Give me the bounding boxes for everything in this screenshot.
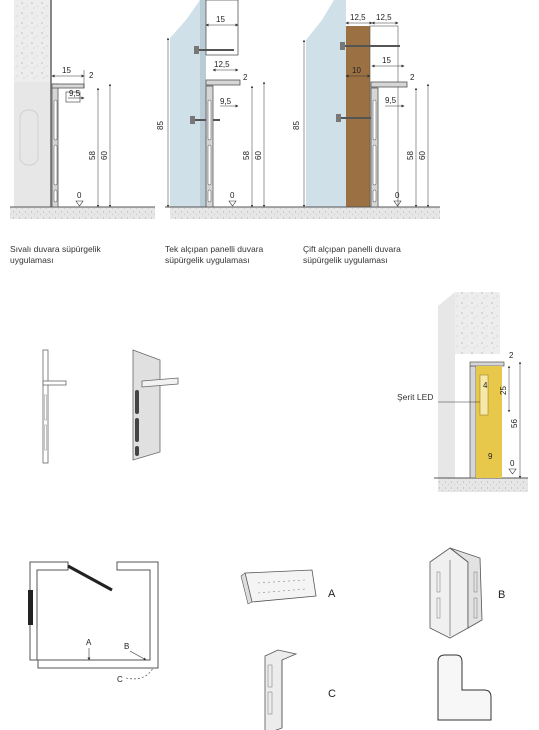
part-label-b: B bbox=[498, 589, 506, 601]
dim-12-5-b: 12,5 bbox=[376, 13, 392, 22]
dim-58: 58 bbox=[88, 151, 97, 160]
dim-9-5: 9,5 bbox=[220, 97, 232, 106]
dim-25: 25 bbox=[499, 386, 508, 395]
detail-plastered-wall bbox=[10, 0, 155, 219]
dim-85: 85 bbox=[292, 121, 301, 130]
dim-85: 85 bbox=[156, 121, 165, 130]
part-label-a: A bbox=[328, 588, 336, 600]
dim-zero: 0 bbox=[77, 191, 82, 200]
drywall-panel bbox=[306, 0, 346, 207]
part-b-corner bbox=[430, 548, 482, 638]
dim-2: 2 bbox=[410, 73, 415, 82]
dim-12-5-a: 12,5 bbox=[350, 13, 366, 22]
dim-9-5: 9,5 bbox=[69, 89, 81, 98]
plan-marker-b: B bbox=[124, 642, 130, 651]
detail-single-drywall bbox=[156, 0, 300, 219]
dim-zero: 0 bbox=[510, 459, 515, 468]
dim-58: 58 bbox=[242, 151, 251, 160]
dim-56: 56 bbox=[510, 419, 519, 428]
dim-9: 9 bbox=[488, 452, 493, 461]
room-plan bbox=[28, 562, 158, 684]
caption-plastered: Sıvalı duvara süpürgelik uygulaması bbox=[10, 244, 101, 265]
profile-3d-view bbox=[133, 350, 178, 460]
dim-58: 58 bbox=[406, 151, 415, 160]
plan-marker-a: A bbox=[86, 638, 92, 647]
dim-zero: 0 bbox=[395, 191, 400, 200]
floor bbox=[300, 207, 440, 219]
door-leaf bbox=[68, 566, 112, 590]
dim-2: 2 bbox=[243, 73, 248, 82]
dim-zero: 0 bbox=[230, 191, 235, 200]
dim-60: 60 bbox=[418, 151, 427, 160]
wood-panel bbox=[346, 26, 370, 207]
part-a-connector bbox=[241, 570, 316, 604]
dim-12-5: 12,5 bbox=[214, 60, 230, 69]
plaster-texture bbox=[14, 0, 50, 82]
dim-9-5: 9,5 bbox=[385, 96, 397, 105]
caption-single-drywall: Tek alçıpan panelli duvara süpürgelik uygulaması bbox=[165, 244, 264, 265]
dim-15: 15 bbox=[216, 15, 225, 24]
dim-60: 60 bbox=[254, 151, 263, 160]
dim-15: 15 bbox=[382, 56, 391, 65]
dim-10: 10 bbox=[352, 66, 361, 75]
led-strip-label: Şerit LED bbox=[397, 392, 434, 402]
plaster-wall bbox=[14, 82, 50, 207]
detail-double-drywall bbox=[292, 0, 440, 219]
dim-2: 2 bbox=[509, 351, 514, 360]
part-end-cap-flat bbox=[438, 655, 491, 720]
floor bbox=[170, 207, 300, 219]
part-c-end-cap bbox=[265, 650, 296, 730]
dim-60: 60 bbox=[100, 151, 109, 160]
drywall-panel bbox=[170, 0, 200, 207]
profile-section bbox=[43, 350, 66, 463]
floor bbox=[10, 207, 155, 219]
part-label-c: C bbox=[328, 688, 336, 700]
detail-led-skirting bbox=[434, 292, 528, 492]
skirting-segment bbox=[28, 590, 33, 625]
skirting-profile bbox=[52, 84, 84, 207]
caption-double-drywall: Çift alçıpan panelli duvara süpürgelik uygulaması bbox=[303, 244, 401, 265]
dim-2: 2 bbox=[89, 71, 94, 80]
dim-4: 4 bbox=[483, 381, 488, 390]
plan-marker-c: C bbox=[117, 675, 123, 684]
dim-15: 15 bbox=[62, 66, 71, 75]
